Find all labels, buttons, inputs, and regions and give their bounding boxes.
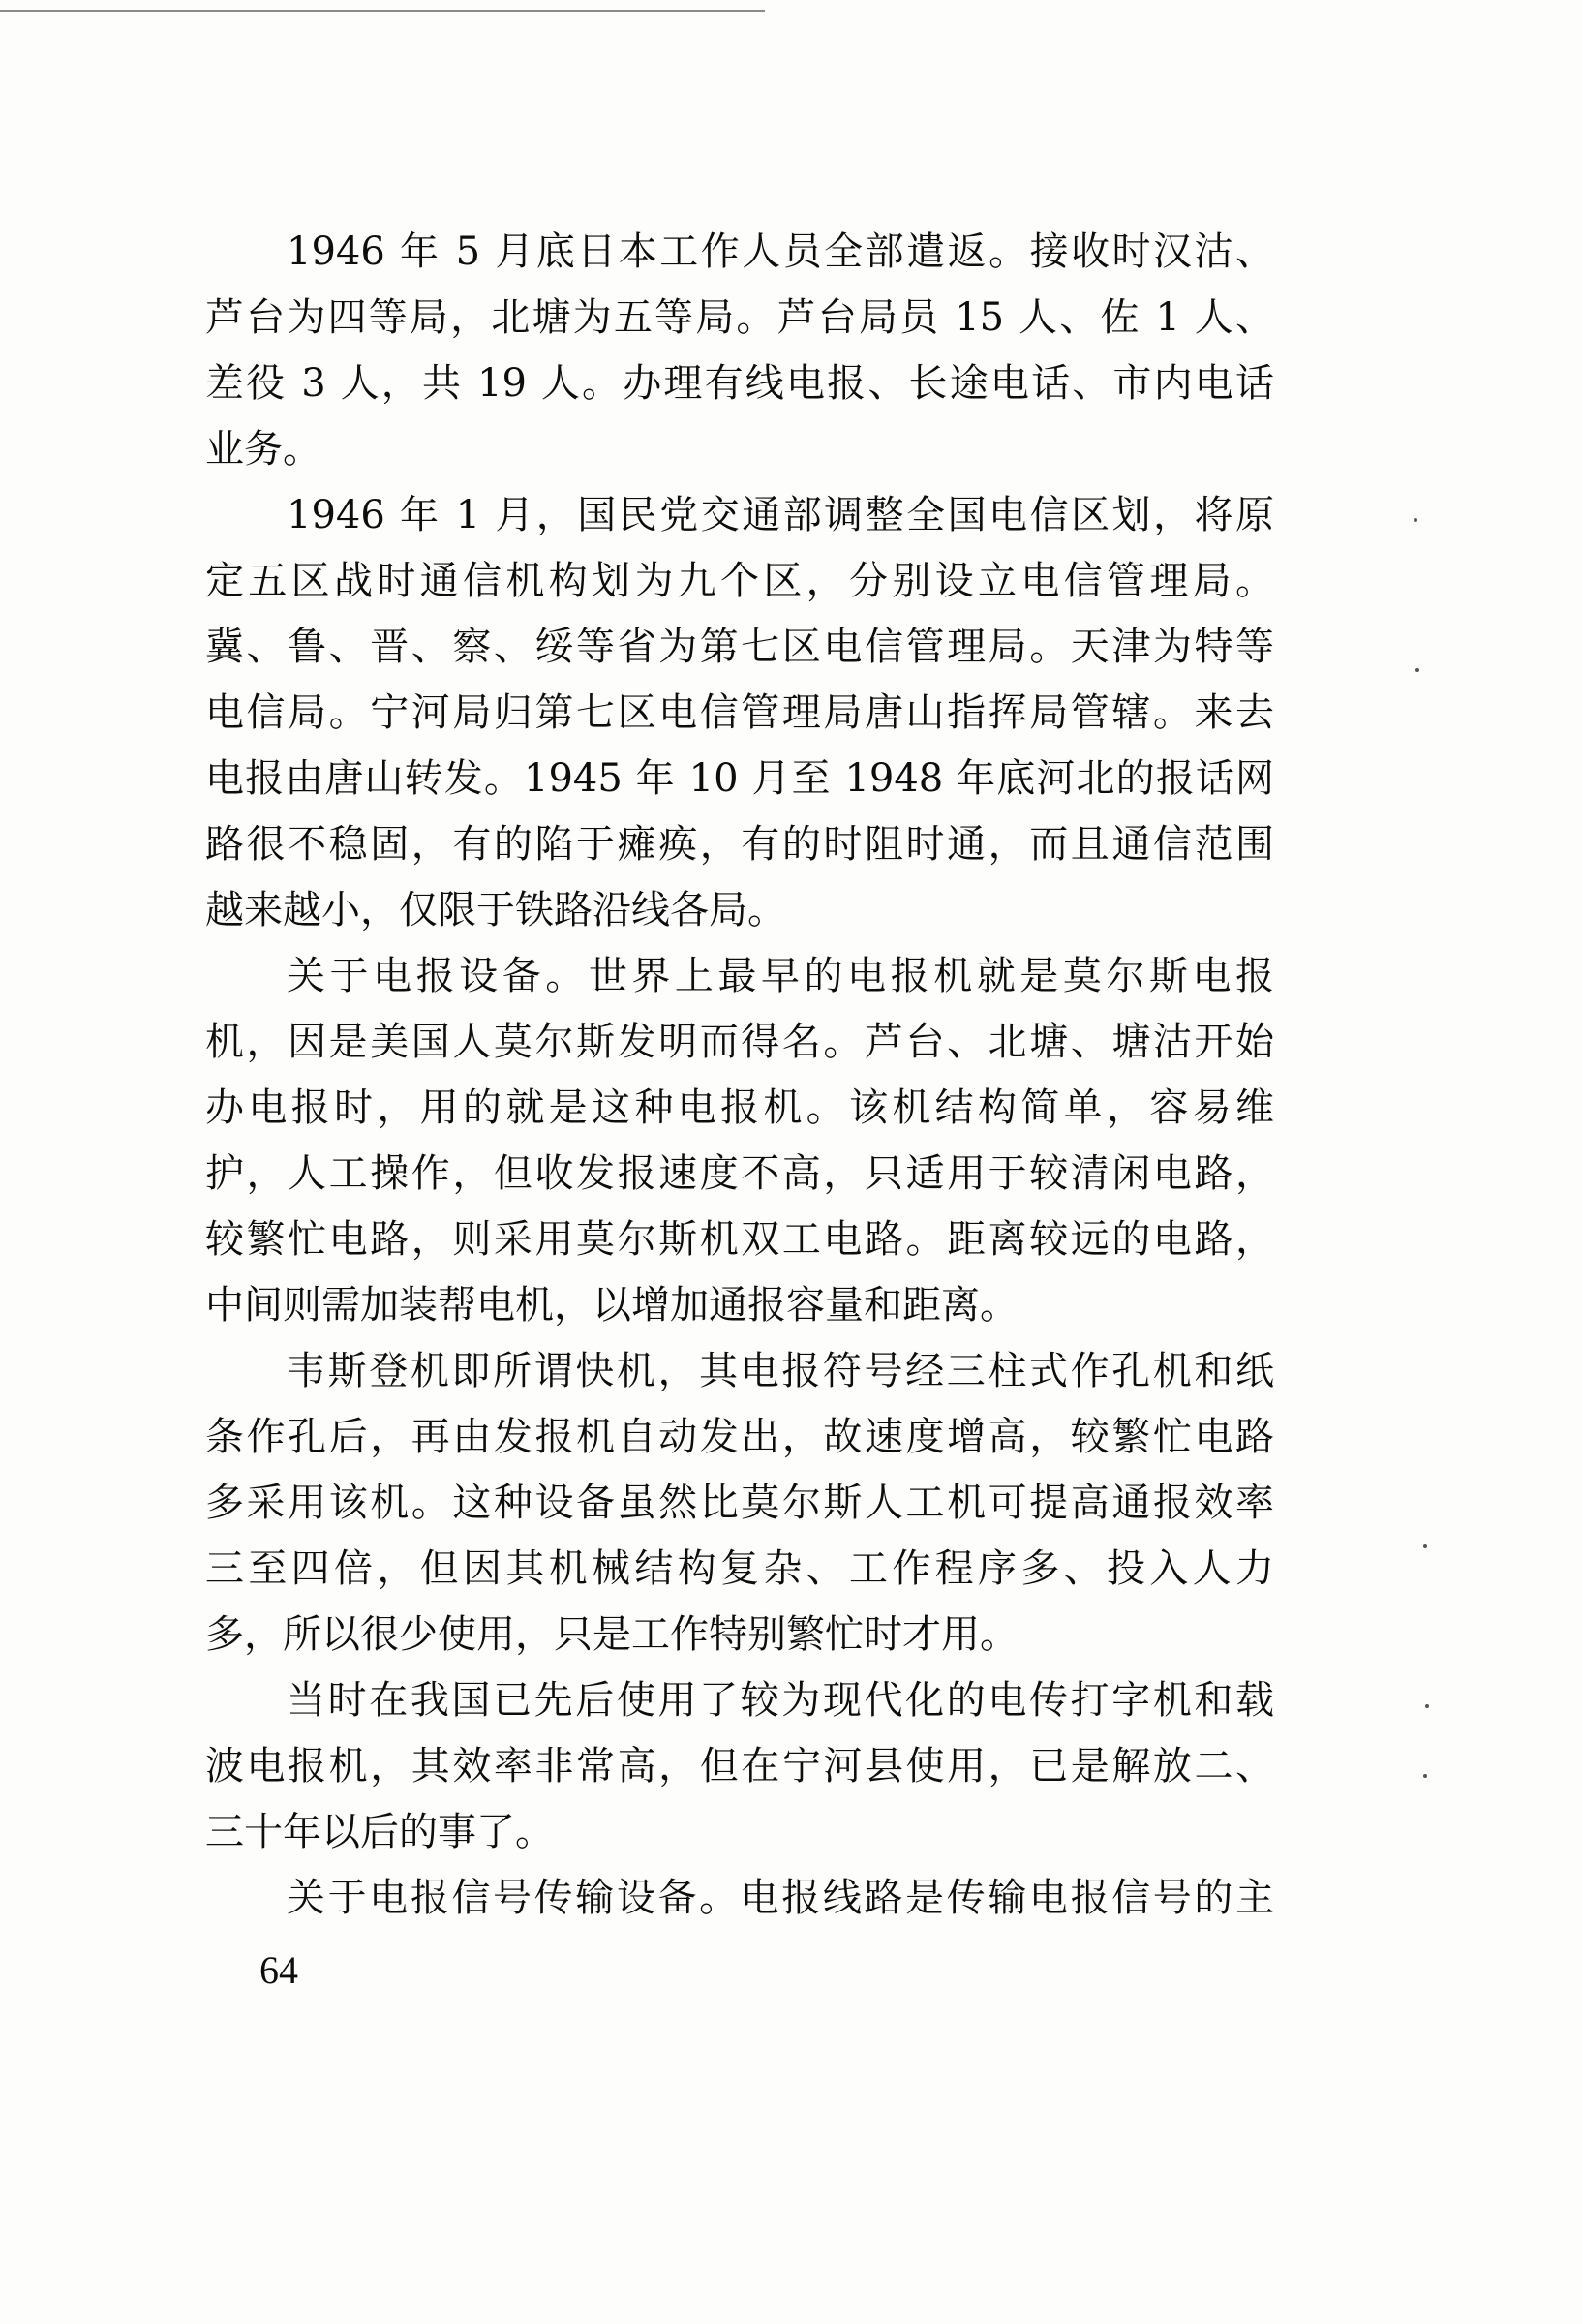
text-line: 关于电报设备。世界上最早的电报机就是莫尔斯电报 bbox=[287, 954, 1274, 998]
text-line: 多采用该机。这种设备虽然比莫尔斯人工机可提高通报效率 bbox=[205, 1481, 1274, 1525]
text-line: 较繁忙电路，则采用莫尔斯机双工电路。距离较远的电路， bbox=[205, 1217, 1274, 1262]
text-line: 三十年以后的事了。 bbox=[205, 1810, 554, 1854]
text-line: 路很不稳固，有的陷于瘫痪，有的时阻时通，而且通信范围 bbox=[205, 822, 1274, 867]
text-line: 条作孔后，再由发报机自动发出，故速度增高，较繁忙电路 bbox=[205, 1415, 1274, 1459]
text-line: 机，因是美国人莫尔斯发明而得名。芦台、北塘、塘沽开始 bbox=[205, 1020, 1274, 1064]
body-text bbox=[205, 219, 1274, 1931]
text-line: 越来越小，仅限于铁路沿线各局。 bbox=[205, 888, 786, 933]
text-line: 三至四倍，但因其机械结构复杂、工作程序多、投入人力 bbox=[205, 1546, 1274, 1591]
paragraph bbox=[205, 1865, 1274, 1931]
text-line: 中间则需加装帮电机，以增加通报容量和距离。 bbox=[205, 1283, 1019, 1328]
text-line: 1946 年 1 月，国民党交通部调整全国电信区划，将原 bbox=[287, 493, 1274, 537]
text-line: 差役 3 人，共 19 人。办理有线电报、长途电话、市内电话 bbox=[205, 361, 1274, 406]
text-line: 1946 年 5 月底日本工作人员全部遣返。接收时汉沽、 bbox=[287, 229, 1274, 274]
page-number: 64 bbox=[259, 1948, 298, 1992]
scan-speck bbox=[1423, 1774, 1427, 1778]
text-line: 关于电报信号传输设备。电报线路是传输电报信号的主 bbox=[287, 1876, 1274, 1920]
scan-speck bbox=[1425, 1704, 1429, 1708]
text-line: 芦台为四等局，北塘为五等局。芦台局员 15 人、佐 1 人、 bbox=[205, 295, 1274, 340]
text-line: 多，所以很少使用，只是工作特别繁忙时才用。 bbox=[205, 1612, 1019, 1657]
text-line: 办电报时，用的就是这种电报机。该机结构简单，容易维 bbox=[205, 1086, 1274, 1130]
scan-speck bbox=[1423, 1544, 1427, 1548]
text-line: 当时在我国已先后使用了较为现代化的电传打字机和载 bbox=[287, 1678, 1274, 1723]
paragraph bbox=[205, 1338, 1274, 1667]
text-line: 电信局。宁河局归第七区电信管理局唐山指挥局管辖。来去 bbox=[205, 690, 1274, 735]
text-line: 护，人工操作，但收发报速度不高，只适用于较清闲电路， bbox=[205, 1151, 1274, 1196]
paragraph bbox=[205, 482, 1274, 943]
text-line: 韦斯登机即所谓快机，其电报符号经三柱式作孔机和纸 bbox=[287, 1349, 1274, 1393]
text-line: 冀、鲁、晋、察、绥等省为第七区电信管理局。天津为特等 bbox=[205, 625, 1274, 669]
paragraph bbox=[205, 219, 1274, 482]
scan-edge-line bbox=[0, 10, 765, 12]
paragraph bbox=[205, 1667, 1274, 1865]
text-line: 电报由唐山转发。1945 年 10 月至 1948 年底河北的报话网 bbox=[205, 756, 1274, 801]
text-line: 波电报机，其效率非常高，但在宁河县使用，已是解放二、 bbox=[205, 1744, 1274, 1789]
text-line: 定五区战时通信机构划为九个区，分别设立电信管理局。 bbox=[205, 559, 1274, 603]
text-line: 业务。 bbox=[205, 427, 321, 472]
paragraph bbox=[205, 943, 1274, 1338]
scan-speck bbox=[1414, 518, 1417, 522]
scan-speck bbox=[1415, 668, 1419, 672]
